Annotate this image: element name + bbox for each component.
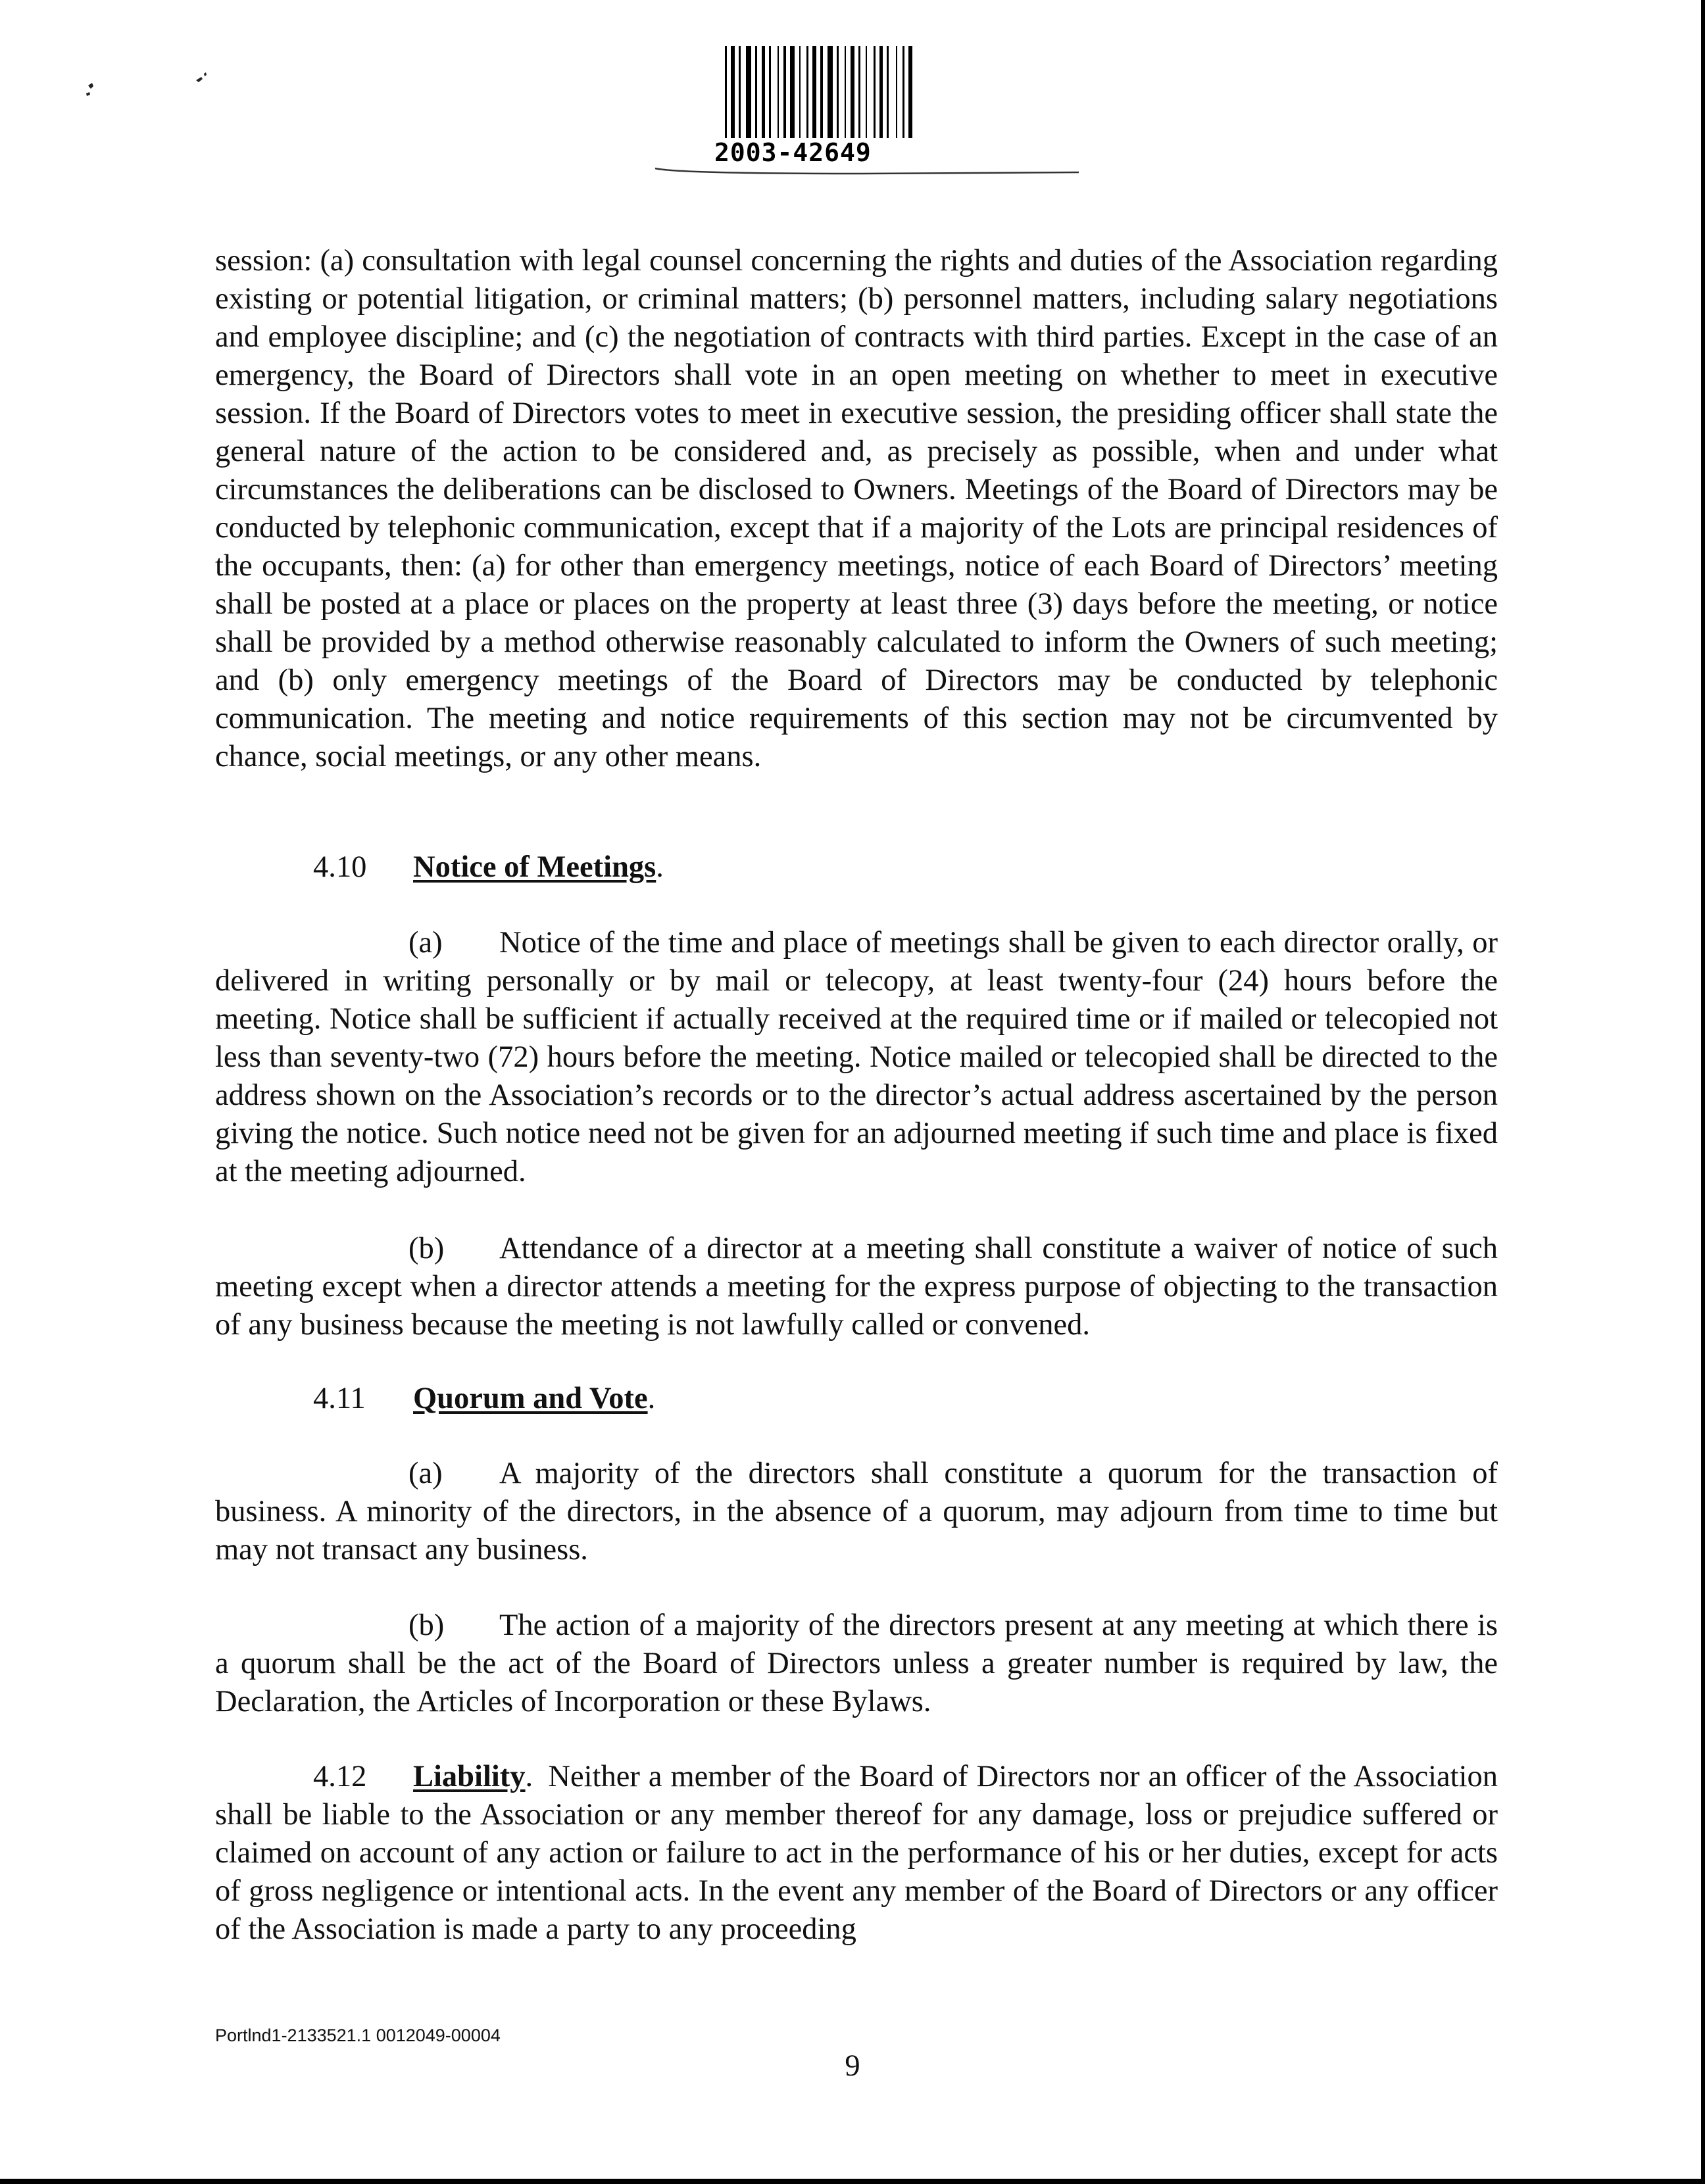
- paragraph-text: A majority of the directors shall constitute a quorum for the transaction of business. A minority of the directors, in the absence of a quorum, may adjourn from time to time but may not transact any business.: [215, 1457, 1498, 1566]
- section-heading: 4.11 Quorum and Vote.: [313, 1380, 655, 1418]
- barcode-number: 2003-42649: [714, 138, 872, 167]
- paragraph-text: Neither a member of the Board of Directors nor an officer of the Association shall be liable to the Association or any member thereof for any damage, loss or prejudice suffered or claimed on account of any action or failure to act in the performance of his or her duties, except for acts of gross negligence or intentional acts. In the event any member of the Board of Directors or any officer of the Association is made a party to any proceeding: [215, 1760, 1498, 1946]
- section-number: 4.11: [313, 1382, 366, 1415]
- paragraph: [215, 1758, 1498, 1949]
- paragraph-text: Notice of the time and place of meetings shall be given to each director orally, or delivered in writing personally or by mail or telecopy, at least twenty-four (24) hours before the meeting. Notice shall be sufficient if actually received at the required time or if mailed or telecopied not less than seventy-two (72) hours before the meeting. Notice mailed or telecopied shall be directed to the address shown on the Association’s records or to the director’s actual address ascertained by the person giving the notice. Such notice need not be given for an adjourned meeting if such time and place is fixed at the meeting adjourned.: [215, 926, 1498, 1188]
- paragraph: [215, 1607, 1498, 1721]
- section-heading: 4.12 Liability.: [313, 1758, 548, 1796]
- footer-document-reference: Portlnd1-2133521.1 0012049-00004: [215, 2026, 501, 2045]
- paragraph-label: (b): [408, 1232, 445, 1265]
- paragraph-text: Attendance of a director at a meeting shall constitute a waiver of notice of such meeting except when a director attends a meeting for the express purpose of objecting to the transaction of any business because the meeting is not lawfully called or convened.: [215, 1232, 1498, 1342]
- paragraph-label: (a): [408, 926, 443, 959]
- section-number: 4.12: [313, 1760, 367, 1793]
- section-title: Quorum and Vote: [413, 1382, 648, 1415]
- paragraph-label: (a): [408, 1457, 443, 1490]
- section-title: Notice of Meetings: [413, 850, 656, 884]
- paragraph-label: (b): [408, 1609, 445, 1642]
- barcode-graphic: [724, 46, 1013, 145]
- paragraph: [215, 1455, 1498, 1569]
- continuation-paragraph: session: (a) consultation with legal counsel concerning the rights and duties of the Association regarding existing or potential litigation, or criminal matters; (b) personnel matters, including salary negotiations and employee discipline; and (c) the negotiation of contracts with third parties. Except in the case of an emergency, the Board of Directors shall vote in an open meeting on whether to meet in executive session. If the Board of Directors votes to meet in executive session, the presiding officer shall state the general nature of the action to be considered and, as precisely as possible, when and under what circumstances the deliberations can be disclosed to Owners. Meetings of the Board of Directors may be conducted by telephonic communication, except that if a majority of the Lots are principal residences of the occupants, then: (a) for other than emergency meetings, notice of each Board of Directors’ meeting shall be posted at a place or places on the property at least three (3) days before the meeting, or notice shall be provided by a method otherwise reasonably calculated to inform the Owners of such meeting; and (b) only emergency meetings of the Board of Directors may be conducted by telephonic communication. The meeting and notice requirements of this section may not be circumvented by chance, social meetings, or any other means.: [215, 244, 1498, 773]
- barcode-underline: [651, 164, 1079, 178]
- section-number: 4.10: [313, 850, 367, 884]
- paragraph: [215, 1230, 1498, 1344]
- section-title: Liability: [413, 1760, 526, 1793]
- scan-specks: [79, 66, 237, 118]
- barcode-stamp: [651, 39, 1079, 184]
- page-number: 9: [845, 2049, 860, 2083]
- paragraph-text: The action of a majority of the directors present at any meeting at which there is a quorum shall be the act of the Board of Directors unless a greater number is required by law, the Declaration, the Articles of Incorporation or these Bylaws.: [215, 1609, 1498, 1718]
- paragraph: [215, 924, 1498, 1191]
- section-heading: 4.10 Notice of Meetings.: [313, 848, 664, 886]
